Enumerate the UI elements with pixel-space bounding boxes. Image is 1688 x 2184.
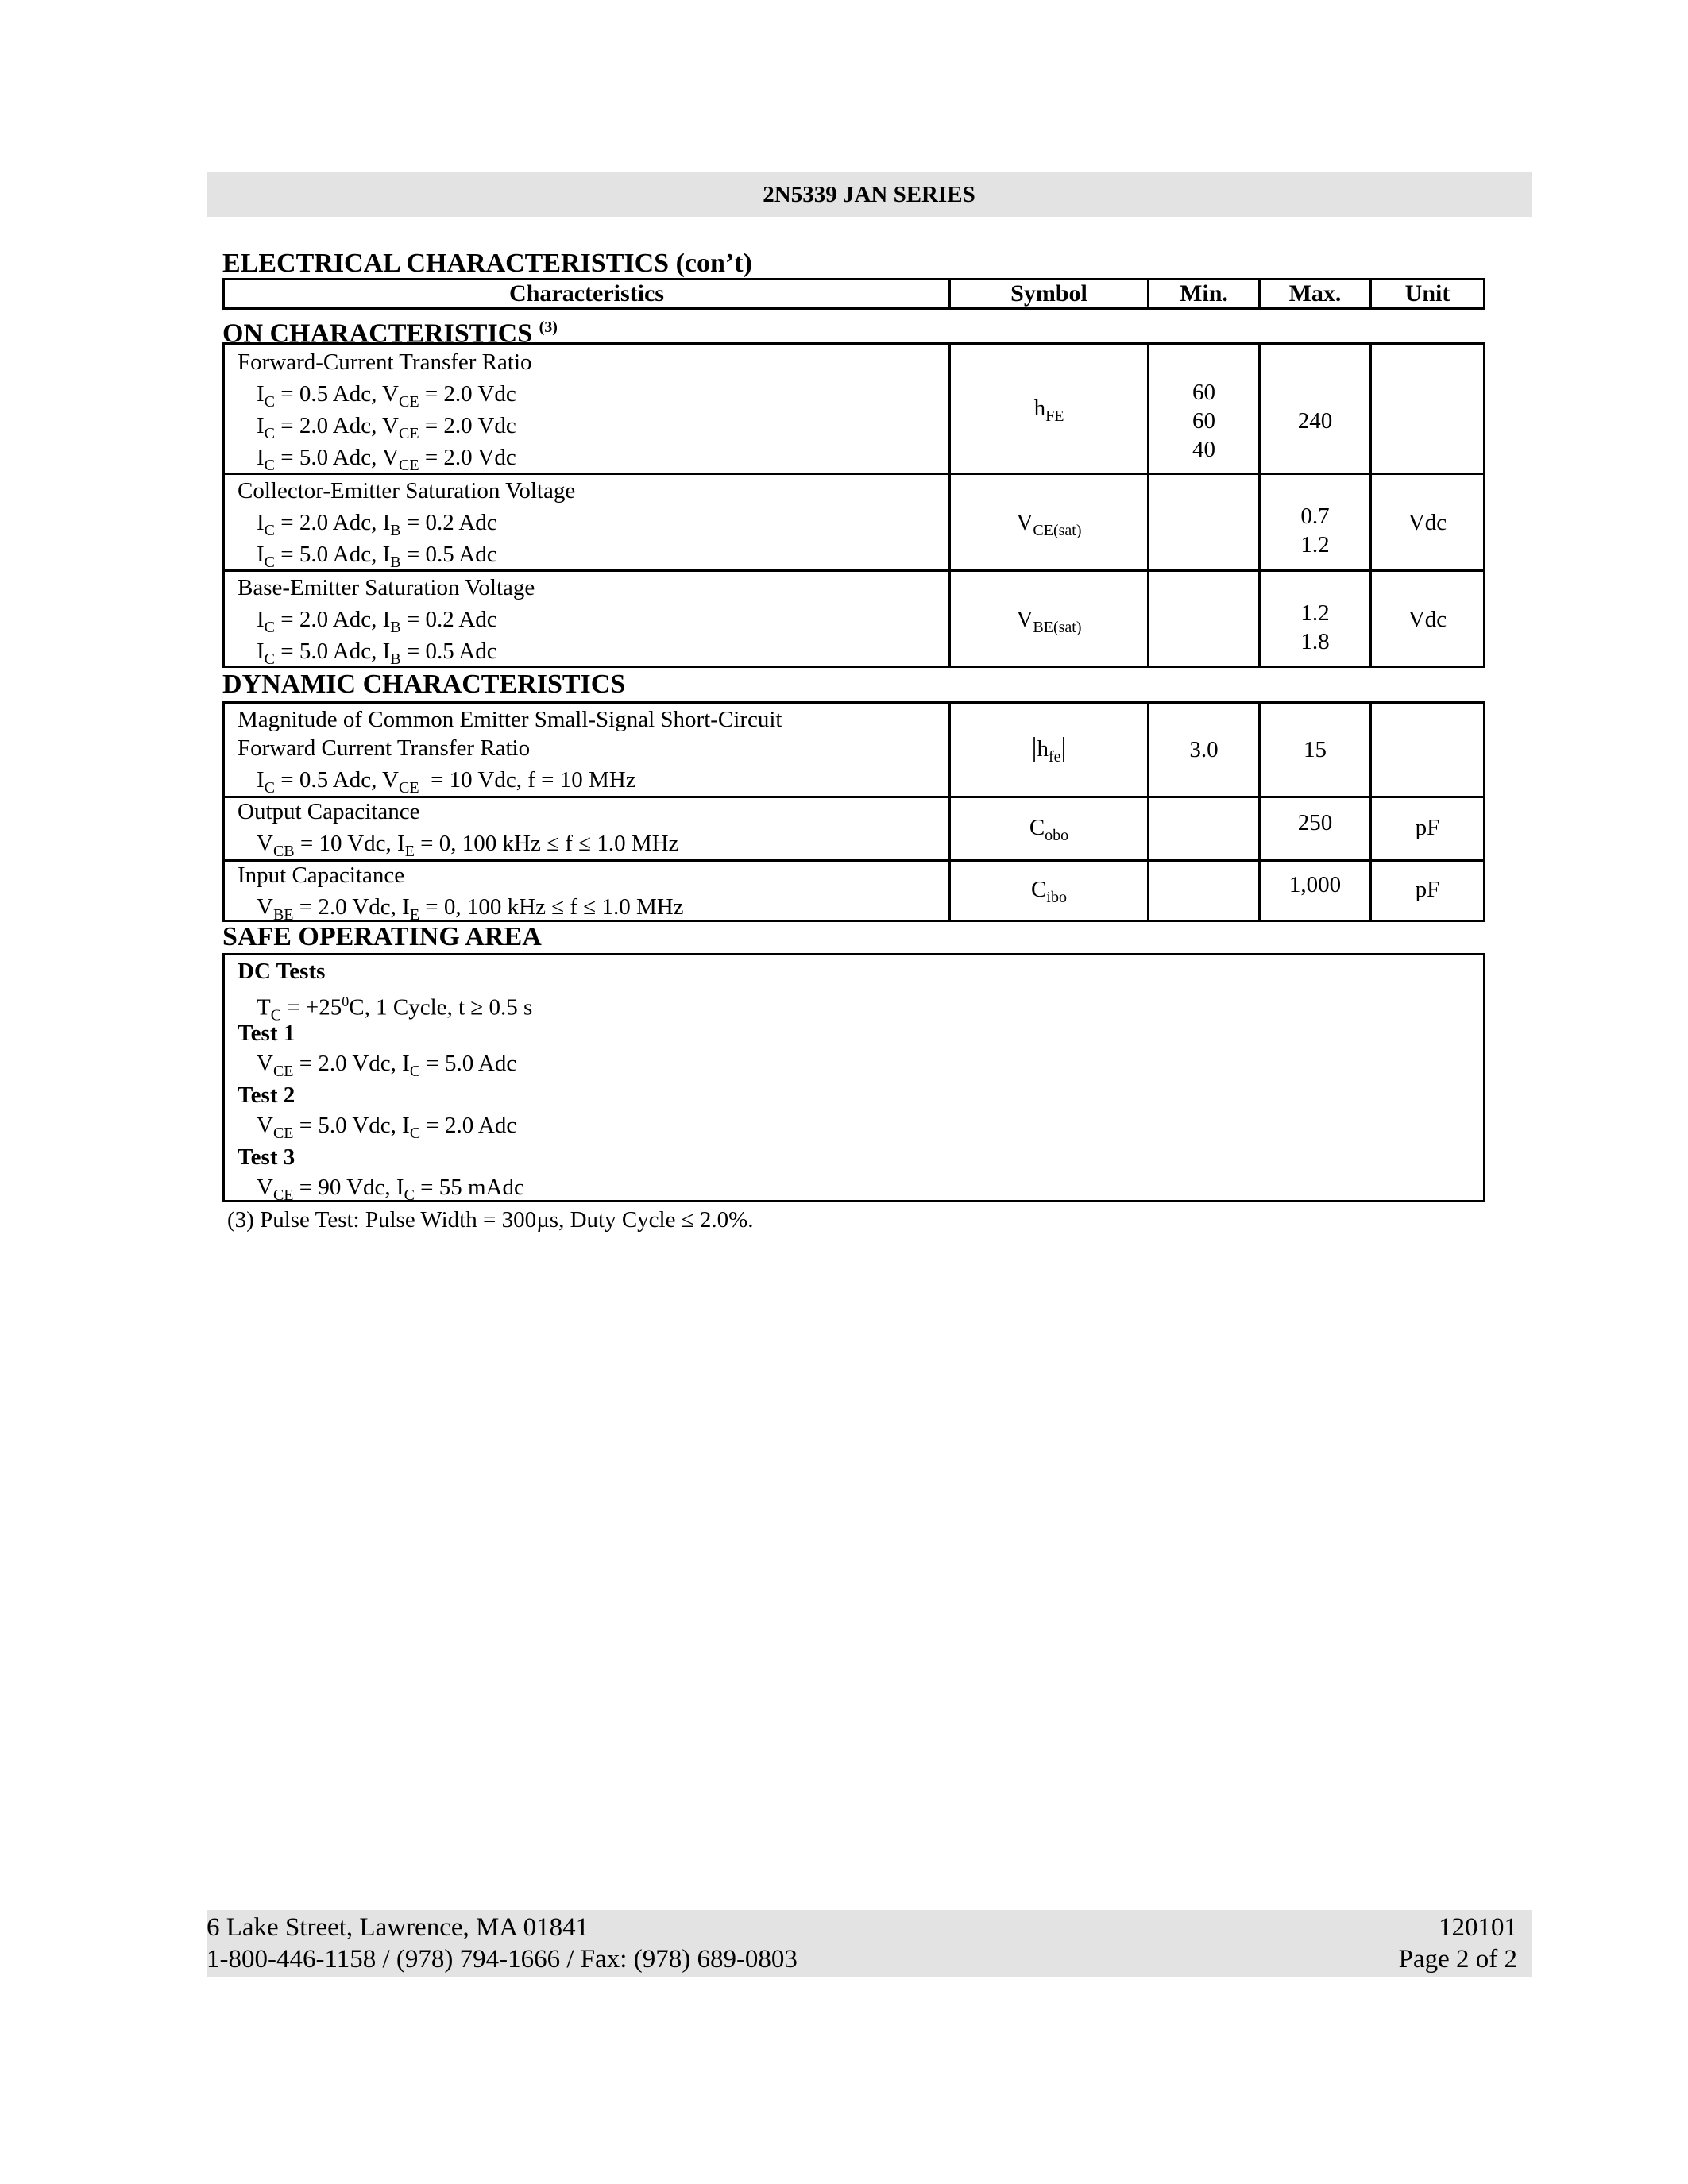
cobo-cond: $V_{CB} = 10$ Vdc, $I_E = 0$, 100 kHz ≤ f ≤ 1.0 MHz — [257, 831, 679, 860]
soa-dc-cond: $T_C = +25^0C$, 1 Cycle, t ≥ 0.5 s — [257, 994, 533, 1024]
hfe-name: Forward-Current Transfer Ratio — [238, 349, 532, 375]
document-header — [207, 172, 1532, 217]
soa-test-3: Test 3 — [238, 1144, 295, 1170]
hfe-small-name-2: Forward Current Transfer Ratio — [238, 735, 531, 761]
soa-test-2: Test 2 — [238, 1082, 295, 1108]
cobo-max: 250 — [1297, 810, 1333, 835]
hfe-symbol: $h_{FE}$ — [1033, 396, 1064, 425]
on-characteristics-table — [222, 342, 1485, 668]
vbesat-cond-2: $I_C = 5.0$ Adc, $I_B = 0.5$ Adc — [257, 639, 497, 668]
cobo-name: Output Capacitance — [238, 799, 420, 824]
cibo-symbol: $C_{ibo}$ — [1031, 877, 1067, 906]
col-characteristics: Characteristics — [509, 280, 664, 307]
footer-page: Page 2 of 2 — [1398, 1945, 1517, 1974]
footer — [207, 1910, 1532, 1977]
col-max: Max. — [1288, 280, 1342, 307]
footnote: (3) Pulse Test: Pulse Width = 300µs, Duty Cycle ≤ 2.0%. — [227, 1207, 754, 1233]
footer-address: 6 Lake Street, Lawrence, MA 01841 — [207, 1913, 589, 1942]
dynamic-characteristics-title: DYNAMIC CHARACTERISTICS — [222, 669, 626, 699]
hfe-small-symbol: $|h_{fe}|$ — [1031, 733, 1067, 766]
vbesat-max-2: 1.8 — [1300, 629, 1330, 654]
soa-test-1-cond: $V_{CE} = 2.0$ Vdc, $I_C = 5.0$ Adc — [257, 1051, 517, 1080]
main-title: ELECTRICAL CHARACTERISTICS (con’t) — [222, 249, 752, 278]
hfe-min-1: 60 — [1192, 380, 1215, 405]
vbesat-cond-1: $I_C = 2.0$ Adc, $I_B = 0.2$ Adc — [257, 607, 497, 636]
vcesat-name: Collector-Emitter Saturation Voltage — [238, 478, 576, 504]
vcesat-max-2: 1.2 — [1300, 532, 1330, 558]
cobo-symbol: $C_{obo}$ — [1029, 815, 1069, 844]
footer-code: 120101 — [1439, 1913, 1517, 1942]
cobo-unit: pF — [1415, 815, 1440, 840]
col-unit: Unit — [1404, 280, 1450, 307]
vbesat-unit: Vdc — [1408, 607, 1447, 632]
footer-phone: 1-800-446-1158 / (978) 794-1666 / Fax: (978) 689-0803 — [207, 1945, 798, 1974]
soa-test-1: Test 1 — [238, 1021, 295, 1046]
hfe-small-max: 15 — [1304, 737, 1327, 762]
vcesat-max-1: 0.7 — [1300, 504, 1330, 529]
cibo-max: 1,000 — [1288, 872, 1342, 897]
hfe-small-cond: $I_C = 0.5$ Adc, $V_{CE} = 10$ Vdc, f = 10 MHz — [257, 767, 636, 797]
soa-title: SAFE OPERATING AREA — [222, 922, 542, 951]
col-symbol: Symbol — [1010, 280, 1087, 307]
column-header-row — [222, 278, 1485, 310]
vcesat-unit: Vdc — [1408, 510, 1447, 535]
hfe-small-name-1: Magnitude of Common Emitter Small-Signal Short-Circuit — [238, 707, 782, 732]
vcesat-cond-2: $I_C = 5.0$ Adc, $I_B = 0.5$ Adc — [257, 542, 497, 571]
vbesat-max-1: 1.2 — [1300, 600, 1330, 626]
hfe-cond-1: $I_C = 0.5$ Adc, $V_{CE} = 2.0$ Vdc — [257, 381, 516, 411]
col-min: Min. — [1180, 280, 1228, 307]
hfe-min-2: 60 — [1192, 408, 1215, 434]
hfe-min-3: 40 — [1192, 437, 1215, 462]
soa-test-3-cond: $V_{CE} = 90$ Vdc, $I_C = 55$ mAdc — [257, 1175, 524, 1204]
cibo-cond: $V_{BE} = 2.0$ Vdc, $I_E = 0$, 100 kHz ≤ f ≤ 1.0 MHz — [257, 894, 684, 924]
hfe-max: 240 — [1297, 408, 1333, 434]
dynamic-characteristics-table — [222, 701, 1485, 922]
cibo-name: Input Capacitance — [238, 862, 405, 888]
vbesat-symbol: $V_{BE(sat)}$ — [1016, 607, 1082, 636]
soa-dc-tests: DC Tests — [238, 959, 326, 984]
hfe-small-min: 3.0 — [1189, 737, 1219, 762]
note-ref: (3) — [539, 318, 558, 336]
vcesat-symbol: $V_{CE(sat)}$ — [1016, 510, 1082, 539]
soa-table — [222, 953, 1485, 1202]
vcesat-cond-1: $I_C = 2.0$ Adc, $I_B = 0.2$ Adc — [257, 510, 497, 539]
vbesat-name: Base-Emitter Saturation Voltage — [238, 575, 535, 600]
cibo-unit: pF — [1415, 877, 1440, 902]
header-title: 2N5339 JAN SERIES — [763, 181, 975, 207]
hfe-cond-2: $I_C = 2.0$ Adc, $V_{CE} = 2.0$ Vdc — [257, 413, 516, 442]
on-characteristics-title: ON CHARACTERISTICS $^{(3)}$ — [222, 318, 558, 349]
soa-test-2-cond: $V_{CE} = 5.0$ Vdc, $I_C = 2.0$ Adc — [257, 1113, 517, 1142]
hfe-cond-3: $I_C = 5.0$ Adc, $V_{CE} = 2.0$ Vdc — [257, 445, 516, 474]
